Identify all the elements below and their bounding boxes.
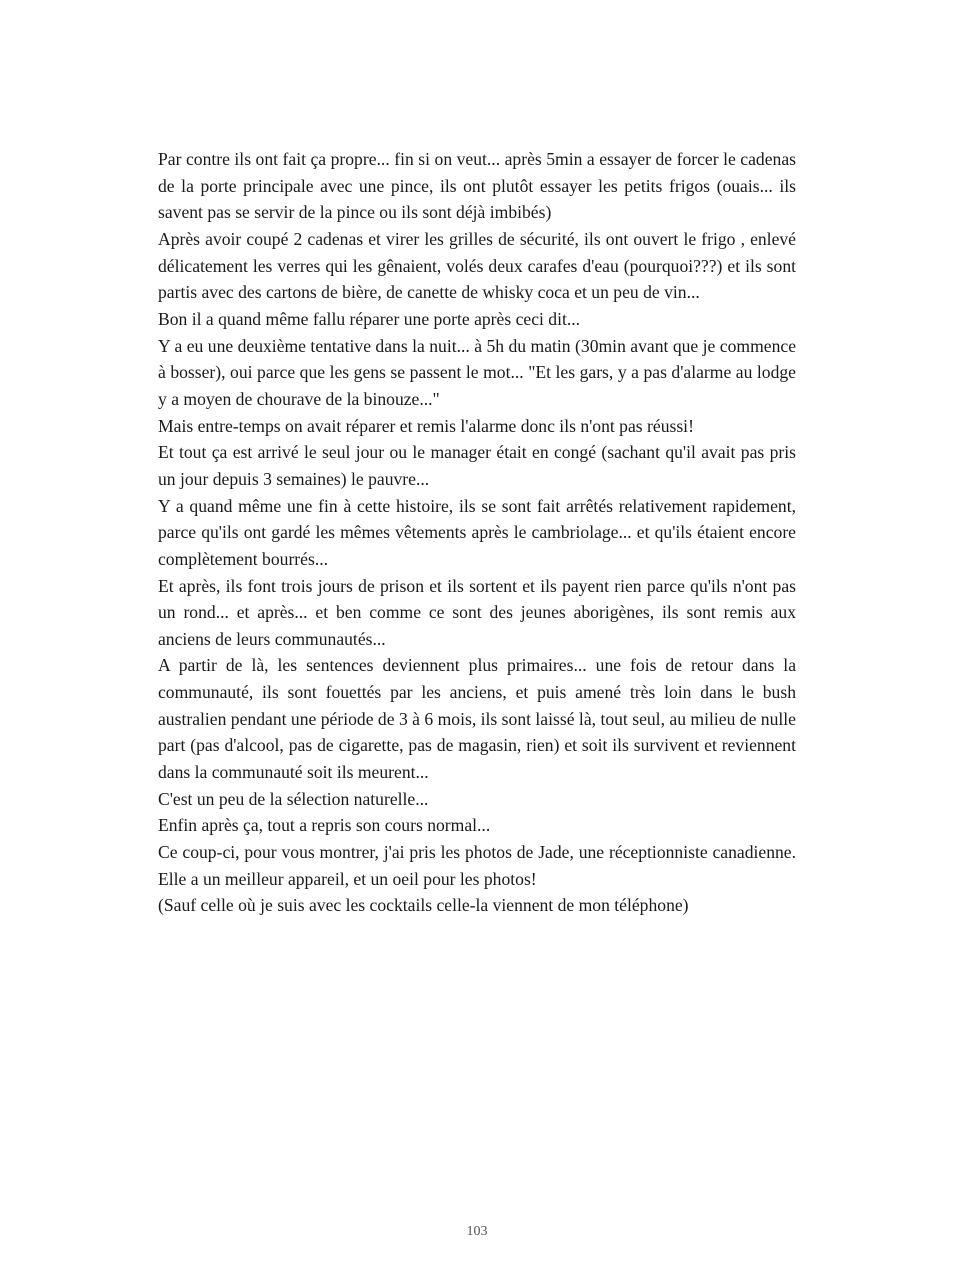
paragraph: Y a quand même une fin à cette histoire, ils se sont fait arrêtés relativement rapidement, parce qu'ils ont gardé les mêmes vêtements après le cambriolage... et qu'ils étaient encore complètement bourrés... (158, 495, 796, 569)
paragraph: Y a eu une deuxième tentative dans la nuit... à 5h du matin (30min avant que je commence à bosser), oui parce que les gens se passent le mot... "Et les gars, y a pas d'alarme au lodge y a moyen de chourave de la binouze..." (158, 335, 796, 409)
paragraph: Et tout ça est arrivé le seul jour ou le manager était en congé (sachant qu'il avait pas pris un jour depuis 3 semaines) le pauvre... (158, 442, 796, 489)
page-number: 103 (466, 1224, 488, 1239)
paragraph: Enfin après ça, tout a repris son cours normal... (158, 815, 491, 836)
paragraph: Ce coup-ci, pour vous montrer, j'ai pris les photos de Jade, une réceptionniste canadienne. Elle a un meilleur appareil, et un oeil pour les photos! (158, 842, 796, 889)
paragraph: Mais entre-temps on avait réparer et remis l'alarme donc ils n'ont pas réussi! (158, 415, 694, 436)
body-text (158, 146, 796, 919)
paragraph: (Sauf celle où je suis avec les cocktails celle-la viennent de mon téléphone) (158, 895, 689, 916)
paragraph: Après avoir coupé 2 cadenas et virer les grilles de sécurité, ils ont ouvert le frigo , enlevé délicatement les verres qui les gênaient, volés deux carafes d'eau (pourquoi???) et ils sont partis avec des cartons de bière, de canette de whisky coca et un peu de vin... (158, 228, 796, 303)
paragraph: Par contre ils ont fait ça propre... fin si on veut... après 5min a essayer de forcer le cadenas de la porte principale avec une pince, ils ont plutôt essayer les petits frigos (ouais... ils savent pas se servir de la pince ou ils sont déjà imbibés) (158, 149, 796, 223)
paragraph: Bon il a quand même fallu réparer une porte après ceci dit... (158, 308, 581, 329)
paragraph: A partir de là, les sentences deviennent plus primaires... une fois de retour dans la communauté, ils sont fouettés par les anciens, et puis amené très loin dans le bush australien pendant une période de 3 à 6 mois, ils sont laissé là, tout seul, au milieu de nulle part (pas d'alcool, pas de cigarette, pas de magasin, rien) et soit ils survivent et reviennent dans la communauté soit ils meurent... (158, 655, 796, 783)
paragraph: Et après, ils font trois jours de prison et ils sortent et ils payent rien parce qu'ils n'ont pas un rond... et après... et ben comme ce sont des jeunes aborigènes, ils sont remis aux anciens de leurs communautés... (158, 575, 796, 649)
paragraph: C'est un peu de la sélection naturelle... (158, 788, 429, 809)
